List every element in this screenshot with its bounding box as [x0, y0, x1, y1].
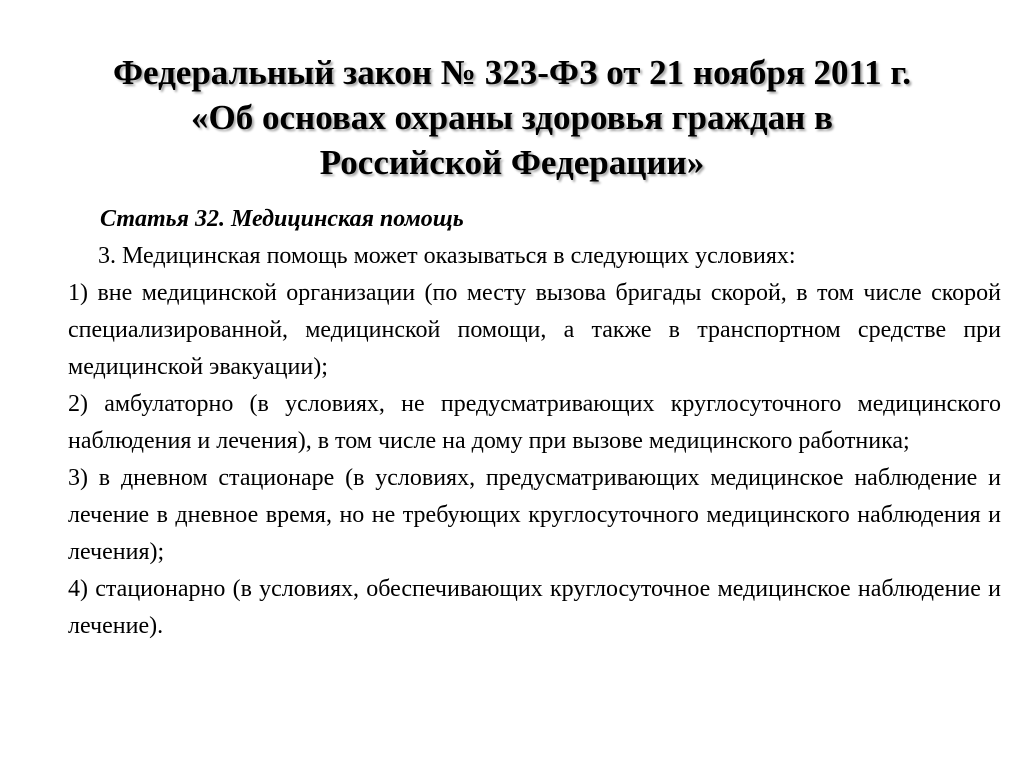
list-item: 4) стационарно (в условиях, обеспечивающих круглосуточное медицинское наблюдение и лечение). [68, 576, 1001, 639]
title-line-1: Федеральный закон № 323-ФЗ от 21 ноября 2011 г. [112, 53, 912, 92]
article-heading: Статья 32. Медицинская помощь [100, 206, 464, 232]
article-body [68, 200, 1001, 645]
list-item: 2) амбулаторно (в условиях, не предусматривающих круглосуточного медицинского наблюдения и лечения), в том числе на дому при вызове медицинского работника; [68, 391, 1001, 454]
page-title [40, 50, 984, 185]
title-line-3: Российской Федерации» [319, 143, 705, 182]
list-item: 3) в дневном стационаре (в условиях, предусматривающих медицинское наблюдение и лечение в дневное время, но не требующих круглосуточного медицинского наблюдения и лечения); [68, 465, 1001, 565]
list-item: 1) вне медицинской организации (по месту вызова бригады скорой, в том числе скорой специализированной, медицинской помощи, а также в транспортном средстве при медицинской эвакуации); [68, 280, 1001, 380]
title-line-2: «Об основах охраны здоровья граждан в [191, 98, 833, 137]
article-intro: 3. Медицинская помощь может оказываться в следующих условиях: [98, 243, 796, 269]
